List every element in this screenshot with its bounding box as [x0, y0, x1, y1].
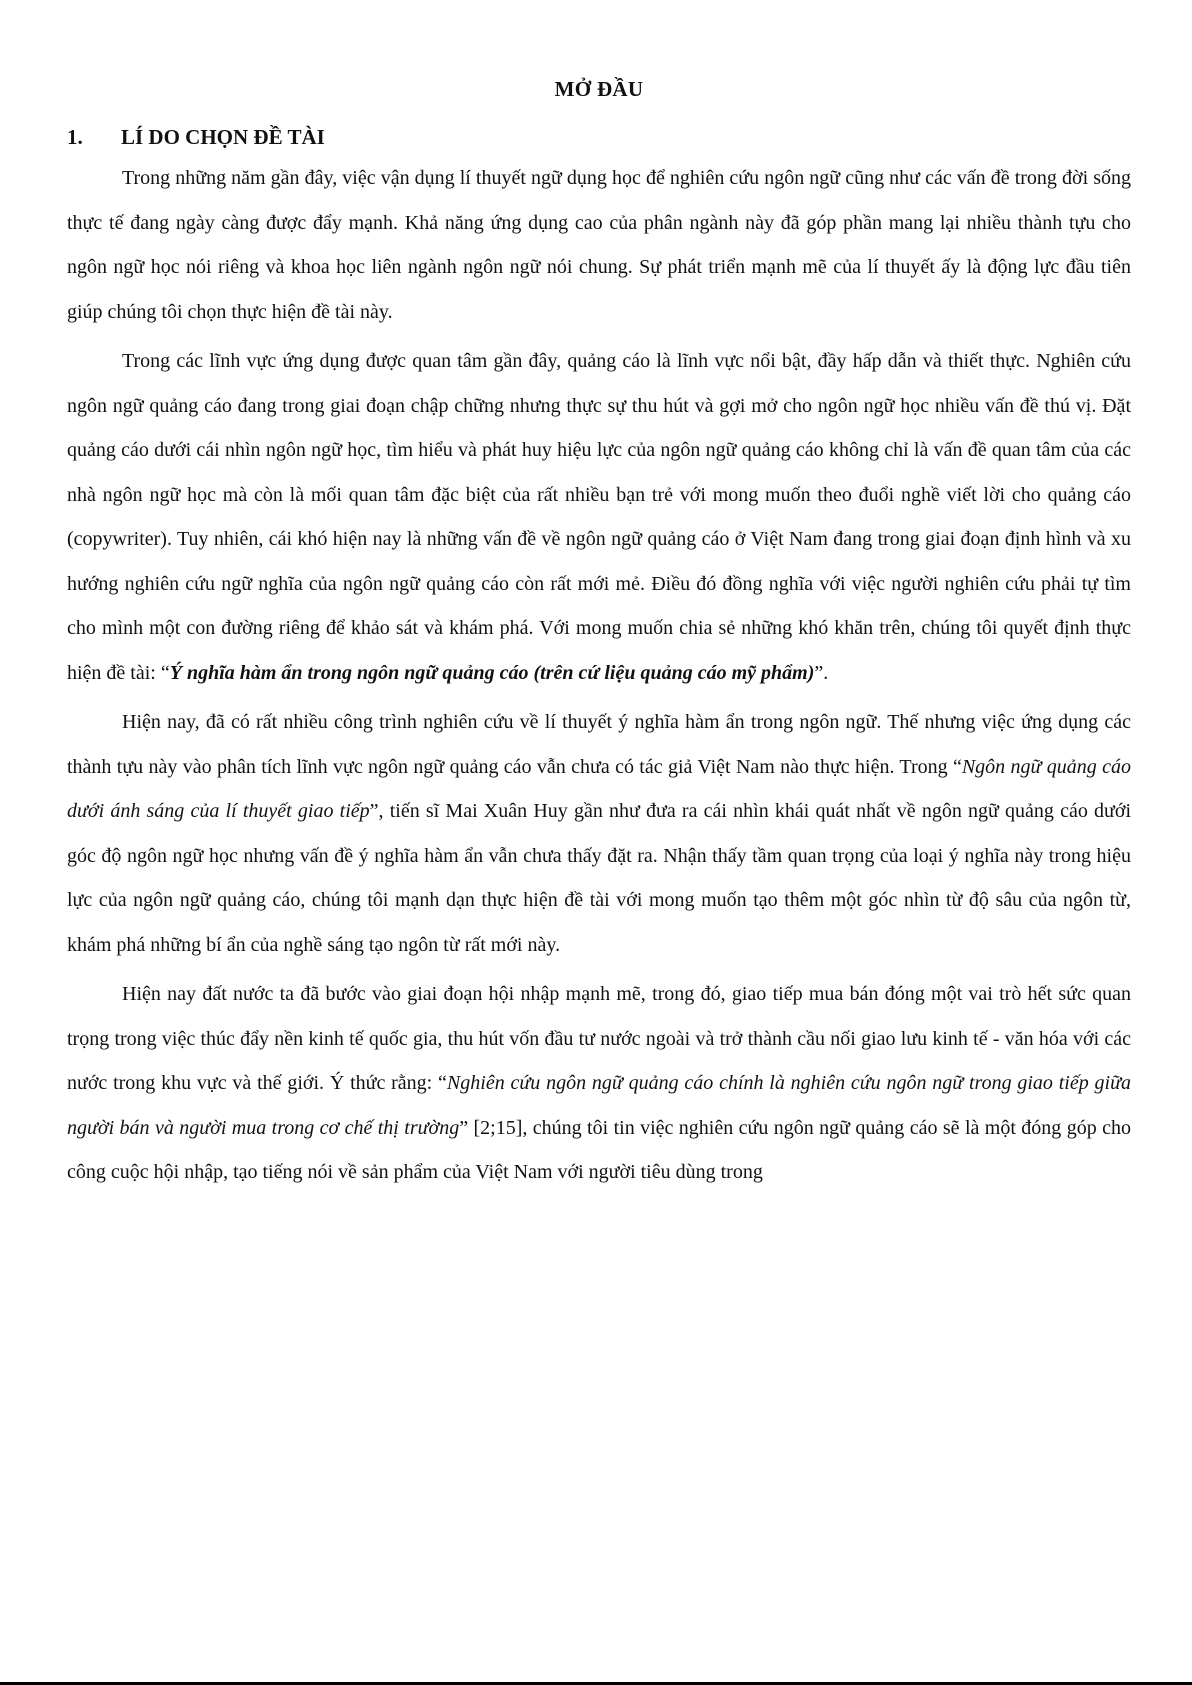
paragraph-1-text: Trong những năm gần đây, việc vận dụng lí thuyết ngữ dụng học để nghiên cứu ngôn ngữ cũng như các vấn đề trong đời sống thực tế đang ngày càng được đẩy mạnh. Khả năng ứng dụng cao của phân ngành này đã góp phần mang lại nhiều thành tựu cho ngôn ngữ học nói riêng và khoa học liên ngành ngôn ngữ nói chung. Sự phát triển mạnh mẽ của lí thuyết ấy là động lực đầu tiên giúp chúng tôi chọn thực hiện đề tài này.: [67, 167, 1131, 323]
paragraph-4-text-b: ” [2;15], chúng tôi tin việc nghiên cứu ngôn ngữ quảng cáo sẽ là một đóng góp cho công cuộc hội nhập, tạo tiếng nói về sản phẩm của Việt Nam với người tiêu dùng trong: [67, 1116, 1131, 1183]
paragraph-1: [67, 156, 1131, 334]
section-heading: [67, 118, 1131, 156]
section-heading-text: LÍ DO CHỌN ĐỀ TÀI: [121, 125, 325, 149]
thesis-title-emphasis: Ý nghĩa hàm ẩn trong ngôn ngữ quảng cáo (trên cứ liệu quảng cáo mỹ phẩm): [169, 661, 815, 684]
paragraph-2-text-a: Trong các lĩnh vực ứng dụng được quan tâm gần đây, quảng cáo là lĩnh vực nổi bật, đầy hấp dẫn và thiết thực. Nghiên cứu ngôn ngữ quảng cáo đang trong giai đoạn chập chững nhưng thực sự thu hút và gợi mở cho ngôn ngữ học nhiều vấn đề thú vị. Đặt quảng cáo dưới cái nhìn ngôn ngữ học, tìm hiểu và phát huy hiệu lực của ngôn ngữ quảng cáo không chỉ là vấn đề quan tâm của các nhà ngôn ngữ học mà còn là mối quan tâm đặc biệt của rất nhiều bạn trẻ với mong muốn theo đuổi nghề viết lời cho quảng cáo (copywriter). Tuy nhiên, cái khó hiện nay là những vấn đề về ngôn ngữ quảng cáo ở Việt Nam đang trong giai đoạn định hình và xu hướng nghiên cứu ngữ nghĩa của ngôn ngữ quảng cáo còn rất mới mẻ. Điều đó đồng nghĩa với việc người nghiên cứu phải tự tìm cho mình một con đường riêng để khảo sát và khám phá. Với mong muốn chia sẻ những khó khăn trên, chúng tôi quyết định thực hiện đề tài: “: [67, 350, 1131, 684]
document-page: [67, 60, 1131, 1200]
paragraph-3: [67, 700, 1131, 967]
paragraph-2-text-b: ”.: [814, 661, 829, 684]
section-number: 1.: [67, 125, 83, 149]
paragraph-3-text-a: Hiện nay, đã có rất nhiều công trình nghiên cứu về lí thuyết ý nghĩa hàm ẩn trong ngôn ngữ. Thế nhưng việc ứng dụng các thành tựu này vào phân tích lĩnh vực ngôn ngữ quảng cáo vẫn chưa có tác giả Việt Nam nào thực hiện. Trong “: [67, 711, 1131, 778]
paragraph-3-text-b: ”, tiến sĩ Mai Xuân Huy gần như đưa ra cái nhìn khái quát nhất về ngôn ngữ quảng cáo dưới góc độ ngôn ngữ học nhưng vấn đề ý nghĩa hàm ẩn vẫn chưa thấy đặt ra. Nhận thấy tầm quan trọng của loại ý nghĩa này trong hiệu lực của ngôn ngữ quảng cáo, chúng tôi mạnh dạn thực hiện đề tài với mong muốn tạo thêm một góc nhìn từ độ sâu của ngôn từ, khám phá những bí ẩn của nghề sáng tạo ngôn từ rất mới này.: [67, 800, 1132, 956]
page-title: MỞ ĐẦU: [554, 77, 644, 101]
quotation: Nghiên cứu ngôn ngữ quảng cáo chính là nghiên cứu ngôn ngữ trong giao tiếp giữa người bán và người mua trong cơ chế thị trường: [67, 1072, 1131, 1139]
paragraph-4: [67, 972, 1131, 1195]
paragraph-4-text-a: Hiện nay đất nước ta đã bước vào giai đoạn hội nhập mạnh mẽ, trong đó, giao tiếp mua bán đóng một vai trò hết sức quan trọng trong việc thúc đẩy nền kinh tế quốc gia, thu hút vốn đầu tư nước ngoài và trở thành cầu nối giao lưu kinh tế - văn hóa với các nước trong khu vực và thế giới. Ý thức rằng: “: [67, 983, 1131, 1094]
cited-work-title: Ngôn ngữ quảng cáo dưới ánh sáng của lí thuyết giao tiếp: [67, 755, 1131, 822]
paragraph-2: [67, 339, 1131, 695]
